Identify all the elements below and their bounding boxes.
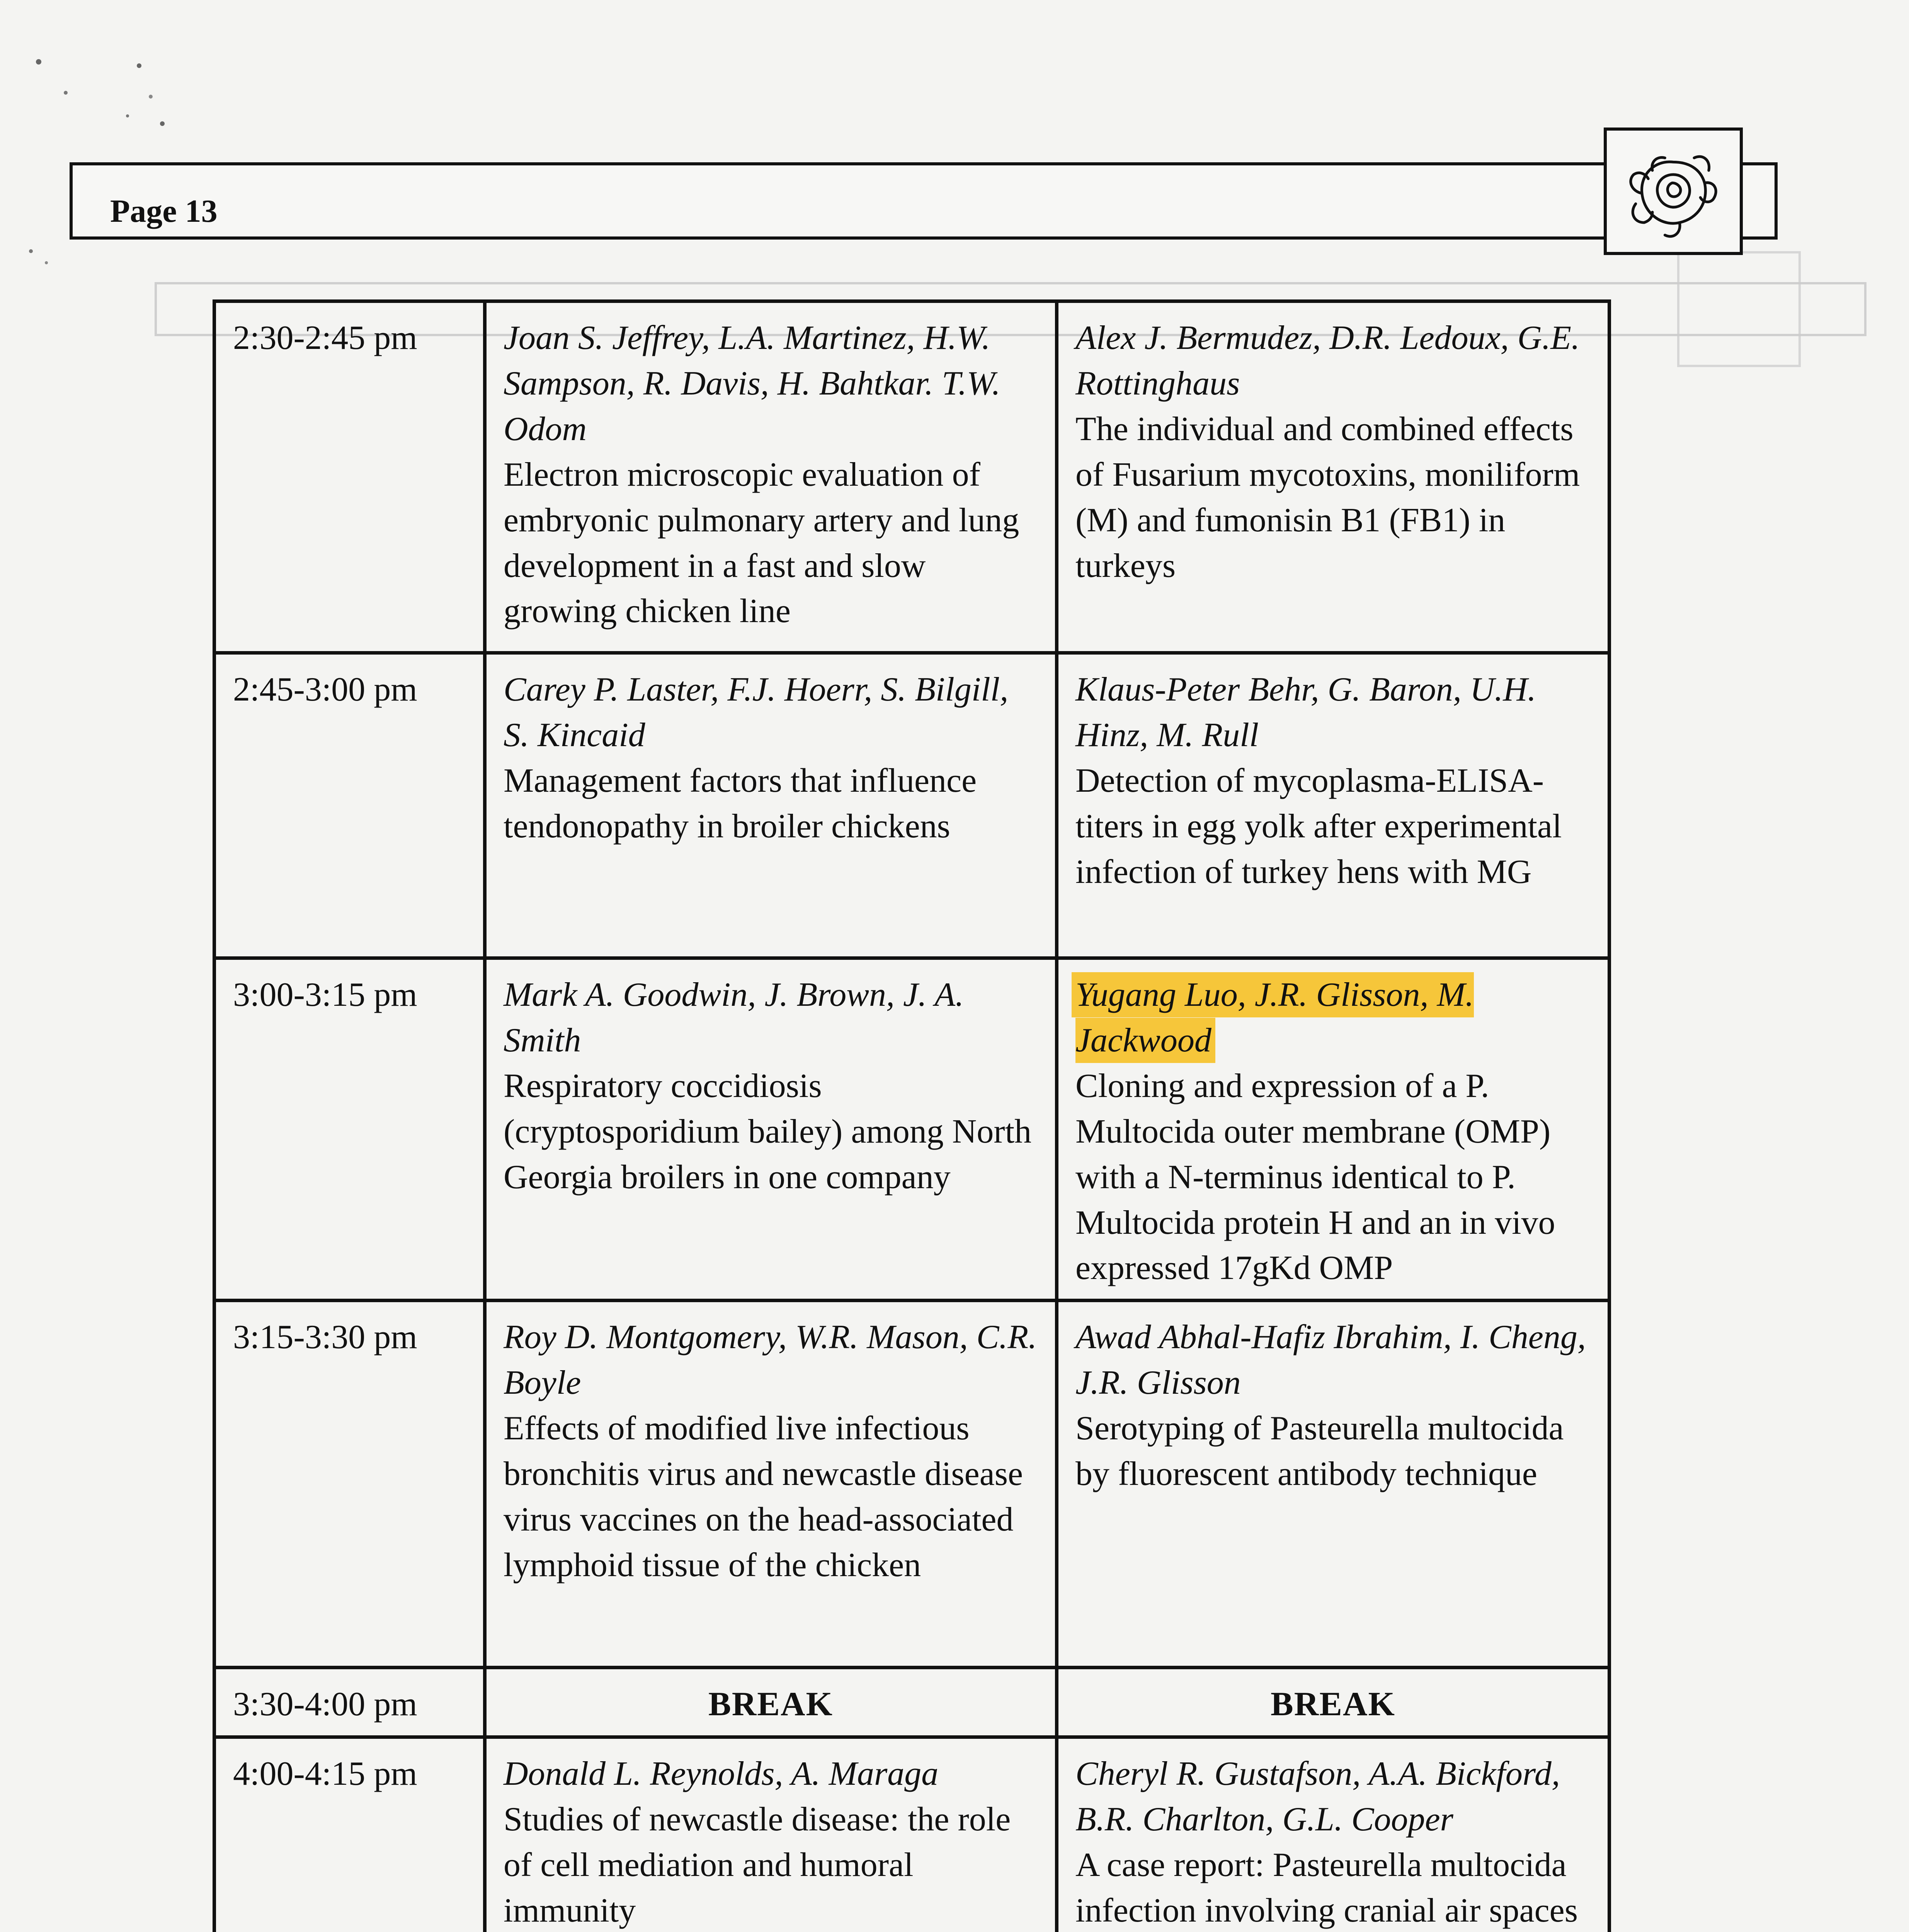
presentation-authors: Donald L. Reynolds, A. Maraga — [504, 1755, 939, 1793]
table-row — [214, 1737, 1610, 1932]
time-slot: 3:00-3:15 pm — [214, 958, 485, 1301]
table-row — [214, 958, 1610, 1301]
page-number: Page 13 — [110, 193, 218, 229]
presentation-cell — [1057, 301, 1610, 653]
rose-icon — [1617, 139, 1729, 243]
presentation-authors: Carey P. Laster, F.J. Hoerr, S. Bilgill, S. Kincaid — [504, 671, 1009, 754]
time-slot: 3:15-3:30 pm — [214, 1301, 485, 1668]
table-row — [214, 301, 1610, 653]
presentation-authors: Alex J. Bermudez, D.R. Ledoux, G.E. Rottinghaus — [1075, 319, 1580, 402]
presentation-cell — [1057, 1301, 1610, 1668]
presentation-authors: Roy D. Montgomery, W.R. Mason, C.R. Boyle — [504, 1318, 1037, 1402]
time-slot: 3:30-4:00 pm — [214, 1668, 485, 1737]
presentation-authors-highlighted — [1075, 972, 1591, 1063]
highlighter-mark: Yugang Luo, J.R. Glisson, M. Jackwood — [1075, 976, 1474, 1059]
presentation-cell — [1057, 1737, 1610, 1932]
presentation-authors: Joan S. Jeffrey, L.A. Martinez, H.W. Sampson, R. Davis, H. Bahtkar. T.W. Odom — [504, 319, 1000, 448]
schedule-table — [213, 299, 1611, 1932]
presentation-title: Cloning and expression of a P. Multocida outer membrane (OMP) with a N-terminus identical to P. Multocida protein H and an in vivo expressed 17gKd OMP — [1075, 1067, 1555, 1287]
presentation-title: Detection of mycoplasma-ELISA-titers in egg yolk after experimental infection of turkey hens with MG — [1075, 762, 1562, 891]
presentation-cell — [485, 653, 1057, 958]
presentation-title: Effects of modified live infectious bronchitis virus and newcastle disease virus vaccines on the head-associated lymphoid tissue of the chicken — [504, 1410, 1023, 1584]
presentation-title: Respiratory coccidiosis (cryptosporidium bailey) among North Georgia broilers in one company — [504, 1067, 1032, 1196]
time-slot: 2:30-2:45 pm — [214, 301, 485, 653]
presentation-authors: Klaus-Peter Behr, G. Baron, U.H. Hinz, M. Rull — [1075, 671, 1536, 754]
presentation-cell — [1057, 653, 1610, 958]
rose-logo — [1604, 128, 1743, 255]
presentation-title: Serotyping of Pasteurella multocida by fluorescent antibody technique — [1075, 1410, 1564, 1493]
break-label: BREAK — [1057, 1668, 1610, 1737]
break-label: BREAK — [485, 1668, 1057, 1737]
presentation-title: A case report: Pasteurella multocida infection involving cranial air spaces — [1075, 1846, 1578, 1930]
presentation-cell — [485, 958, 1057, 1301]
table-row — [214, 653, 1610, 958]
presentation-cell — [485, 1737, 1057, 1932]
presentation-cell — [1057, 958, 1610, 1301]
presentation-title: Studies of newcastle disease: the role of cell mediation and humoral immunity — [504, 1801, 1011, 1930]
presentation-title: Management factors that influence tendonopathy in broiler chickens — [504, 762, 977, 845]
bleed-through-logo — [1677, 251, 1801, 367]
presentation-authors: Mark A. Goodwin, J. Brown, J. A. Smith — [504, 976, 964, 1059]
presentation-authors: Awad Abhal-Hafiz Ibrahim, I. Cheng, J.R. Glisson — [1075, 1318, 1586, 1402]
time-slot: 2:45-3:00 pm — [214, 653, 485, 958]
page-header-bar — [70, 162, 1778, 240]
presentation-authors: Cheryl R. Gustafson, A.A. Bickford, B.R. Charlton, G.L. Cooper — [1075, 1755, 1560, 1838]
presentation-title: The individual and combined effects of Fusarium mycotoxins, moniliform (M) and fumonisin B1 (FB1) in turkeys — [1075, 410, 1580, 585]
table-row — [214, 1301, 1610, 1668]
time-slot: 4:00-4:15 pm — [214, 1737, 485, 1932]
presentation-title: Electron microscopic evaluation of embryonic pulmonary artery and lung development in a fast and slow growing chicken line — [504, 456, 1019, 630]
presentation-cell — [485, 301, 1057, 653]
table-row — [214, 1668, 1610, 1737]
presentation-cell — [485, 1301, 1057, 1668]
